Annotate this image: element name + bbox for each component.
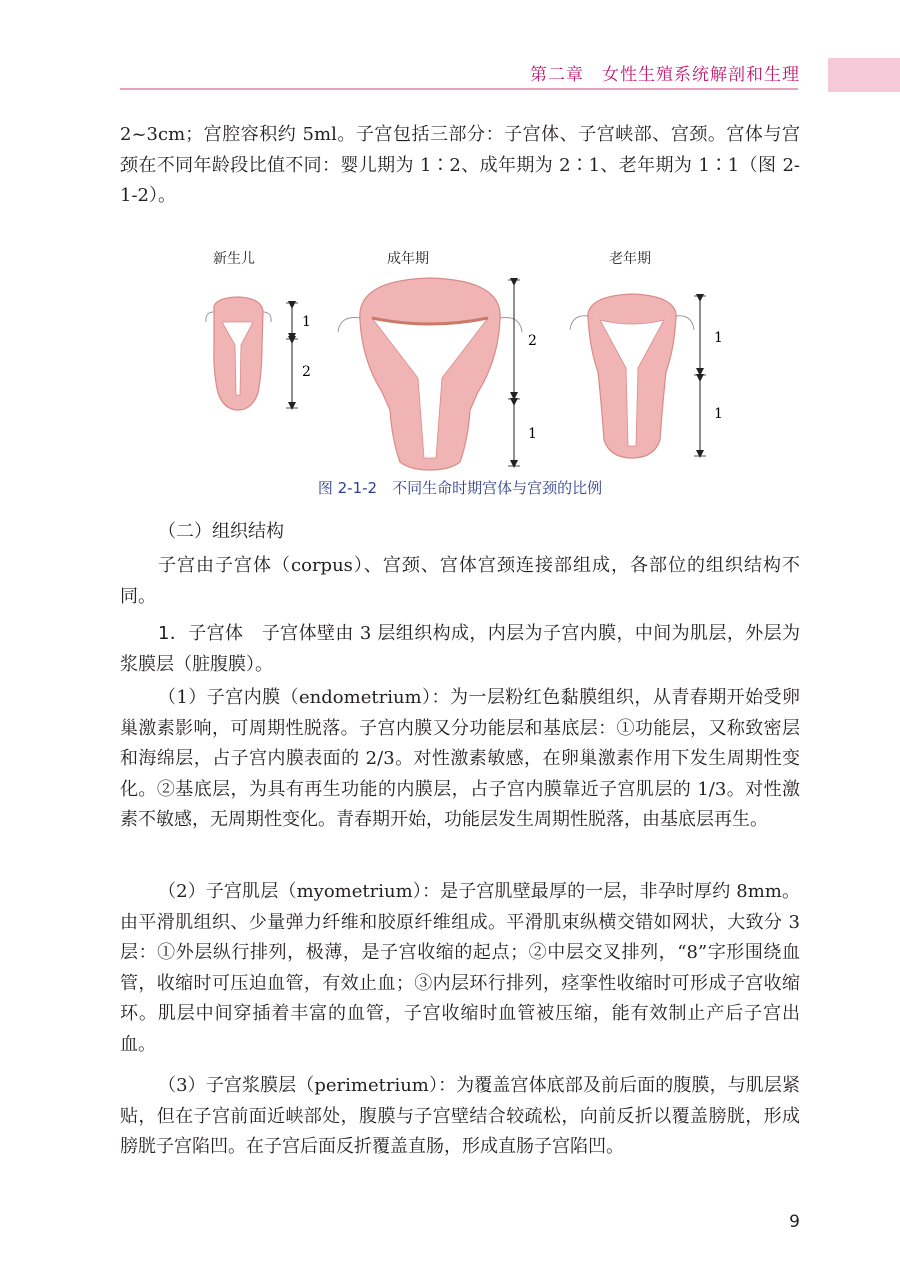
figure-label-elderly: 老年期 [609, 251, 651, 267]
elderly-lower-ratio: 1 [714, 406, 723, 422]
page-number: 9 [789, 1212, 800, 1232]
newborn-lower-ratio: 2 [302, 364, 311, 380]
newborn-upper-ratio: 1 [302, 314, 311, 330]
uterus-ratio-figure [0, 0, 900, 480]
adult-upper-ratio: 2 [528, 333, 537, 349]
perimetrium-paragraph: （3）子宫浆膜层（perimetrium）：为覆盖宫体底部及前后面的腹膜，与肌层紧贴，但在子宫前面近峡部处，腹膜与子宫壁结合较疏松，向前反折以覆盖膀胱，形成膀胱子宫陷凹。在子宫后面反折覆盖直肠，形成直肠子宫陷凹。 [120, 1075, 800, 1157]
elderly-ratio-ruler [694, 296, 706, 456]
adult-ratio-ruler [508, 280, 520, 466]
item1-text: 子宫体壁由 3 层组织构成，内层为子宫内膜，中间为肌层，外层为浆膜层（脏腹膜）。 [120, 623, 800, 675]
elderly-uterus [570, 294, 694, 458]
elderly-upper-ratio: 1 [714, 330, 723, 346]
figure-label-adult: 成年期 [387, 251, 429, 267]
newborn-uterus [206, 297, 271, 410]
header-title: 第二章 女性生殖系统解剖和生理 [530, 65, 800, 85]
section-heading: （二）组织结构 [158, 521, 284, 542]
section-intro-paragraph: 子宫由子宫体（corpus）、宫颈、宫体宫颈连接部组成，各部位的组织结构不同。 [120, 555, 800, 607]
figure-label-newborn: 新生儿 [213, 251, 255, 267]
myometrium-paragraph: （2）子宫肌层（myometrium）：是子宫肌壁最厚的一层，非孕时厚约 8mm。由平滑肌组织、少量弹力纤维和胶原纤维组成。平滑肌束纵横交错如网状，大致分 3 层：①外层纵行排列，极薄，是子宫收缩的起点；②中层交叉排列，“8”字形围绕血管，收缩时可压迫血管，有效止血；③内层环行排列，痉挛性收缩时可形成子宫收缩环。肌层中间穿插着丰富的血管，子宫收缩时血管被压缩，能有效制止产后子宫出血。 [120, 881, 800, 1055]
adult-uterus [338, 278, 522, 470]
adult-lower-ratio: 1 [528, 426, 537, 442]
intro-paragraph: 2~3cm；宫腔容积约 5ml。子宫包括三部分：子宫体、子宫峡部、宫颈。宫体与宫颈在不同年龄段比值不同：婴儿期为 1∶2、成年期为 2∶1、老年期为 1∶1（图 2-1-2）。 [120, 124, 800, 206]
item1-paragraph [120, 619, 800, 680]
newborn-ratio-ruler [286, 303, 298, 408]
endometrium-paragraph: （1）子宫内膜（endometrium）：为一层粉红色黏膜组织，从青春期开始受卵巢激素影响，可周期性脱落。子宫内膜又分功能层和基底层：①功能层，又称致密层和海绵层，占子宫内膜表面的 2/3。对性激素敏感，在卵巢激素作用下发生周期性变化。②基底层，为具有再生功能的内膜层，占子宫内膜靠近子宫肌层的 1/3。对性激素不敏感，无周期性变化。青春期开始，功能层发生周期性脱落，由基底层再生。 [120, 687, 800, 830]
figure-caption: 图 2-1-2 不同生命时期宫体与宫颈的比例 [317, 479, 603, 497]
item1-label: 1．子宫体 [158, 623, 244, 644]
